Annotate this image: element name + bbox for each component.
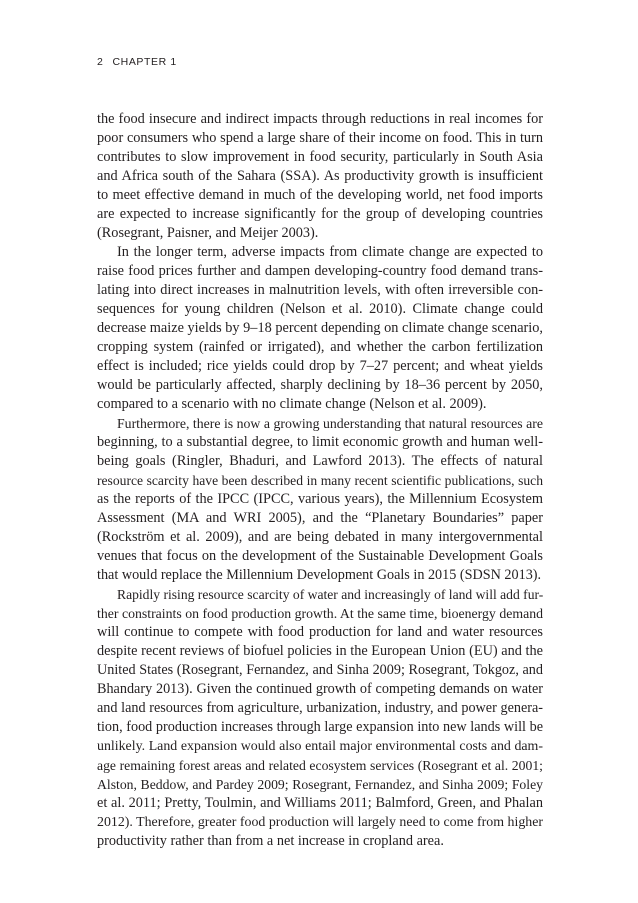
text-line: United States (Rosegrant, Fernandez, and Sinha 2009; Rosegrant, Tokgoz, and [97,662,543,678]
text-line: Furthermore, there is now a growing understanding that natural resources are [117,416,543,431]
text-line: being goals (Ringler, Bhaduri, and Lawford 2013). The effects of natural [97,453,543,469]
text-line: and land resources from agriculture, urbanization, industry, and power genera- [97,700,543,716]
text-line: tion, food production increases through large expansion into new lands will be [97,719,543,735]
text-line: effect is included; rice yields could drop by 7–27 percent; and wheat yields [97,358,543,374]
text-line: productivity rather than from a net increase in cropland area. [97,833,444,849]
text-line: as the reports of the IPCC (IPCC, various years), the Millennium Ecosystem [97,491,543,507]
text-line: beginning, to a substantial degree, to limit economic growth and human well- [97,434,543,450]
running-head [97,56,177,68]
text-line: and Africa south of the Sahara (SSA). As productivity growth is insufficient [97,168,543,184]
text-line: cropping system (rainfed or irrigated), and whether the carbon fertilization [97,339,543,355]
page-number: 2 [97,56,104,68]
chapter-label: CHAPTER 1 [112,56,177,68]
text-line: to meet effective demand in much of the developing world, net food imports [97,187,543,203]
text-line: poor consumers who spend a large share of their income on food. This in turn [97,130,543,146]
text-line: Rapidly rising resource scarcity of water and increasingly of land will add fur- [117,587,544,602]
text-line: compared to a scenario with no climate change (Nelson et al. 2009). [97,396,487,412]
body-text [97,110,543,851]
text-line: age remaining forest areas and related ecosystem services (Rosegrant et al. 2001; [97,758,543,773]
text-line: lating into direct increases in malnutrition levels, with often irreversible con- [97,282,543,298]
text-line: Alston, Beddow, and Pardey 2009; Rosegrant, Fernandez, and Sinha 2009; Foley [97,777,543,792]
text-line: unlikely. Land expansion would also entail major environmental costs and dam- [97,739,543,754]
text-line: that would replace the Millennium Development Goals in 2015 (SDSN 2013). [97,567,542,583]
text-line: (Rosegrant, Paisner, and Meijer 2003). [97,225,319,241]
text-line: despite recent reviews of biofuel policies in the European Union (EU) and the [97,643,543,659]
text-line: et al. 2011; Pretty, Toulmin, and Williams 2011; Balmford, Green, and Phalan [97,795,543,811]
text-line: the food insecure and indirect impacts through reductions in real incomes for [97,111,543,127]
text-line: contributes to slow improvement in food security, particularly in South Asia [97,149,543,165]
text-line: decrease maize yields by 9–18 percent depending on climate change scenario, [97,320,543,336]
text-line: sequences for young children (Nelson et al. 2010). Climate change could [97,301,543,317]
text-line: Bhandary 2013). Given the continued growth of competing demands on water [97,681,543,697]
text-line: venues that focus on the development of the Sustainable Development Goals [97,548,543,564]
text-line: raise food prices further and dampen developing-country food demand trans- [97,263,543,279]
text-line: 2012). Therefore, greater food production will largely need to come from higher [97,815,543,830]
text-line: are expected to increase significantly for the group of developing countries [97,206,543,222]
text-line: ther constraints on food production growth. At the same time, bioenergy demand [97,606,543,621]
text-line: Assessment (MA and WRI 2005), and the “Planetary Boundaries” paper [97,510,543,526]
text-line: would be particularly affected, sharply declining by 18–36 percent by 2050, [97,377,543,393]
text-line: In the longer term, adverse impacts from climate change are expected to [117,244,543,260]
text-line: resource scarcity have been described in many recent scientific publications, such [97,473,543,488]
text-line: will continue to compete with food production for land and water resources [97,624,543,640]
text-line: (Rockström et al. 2009), and are being debated in many intergovernmental [97,529,543,545]
